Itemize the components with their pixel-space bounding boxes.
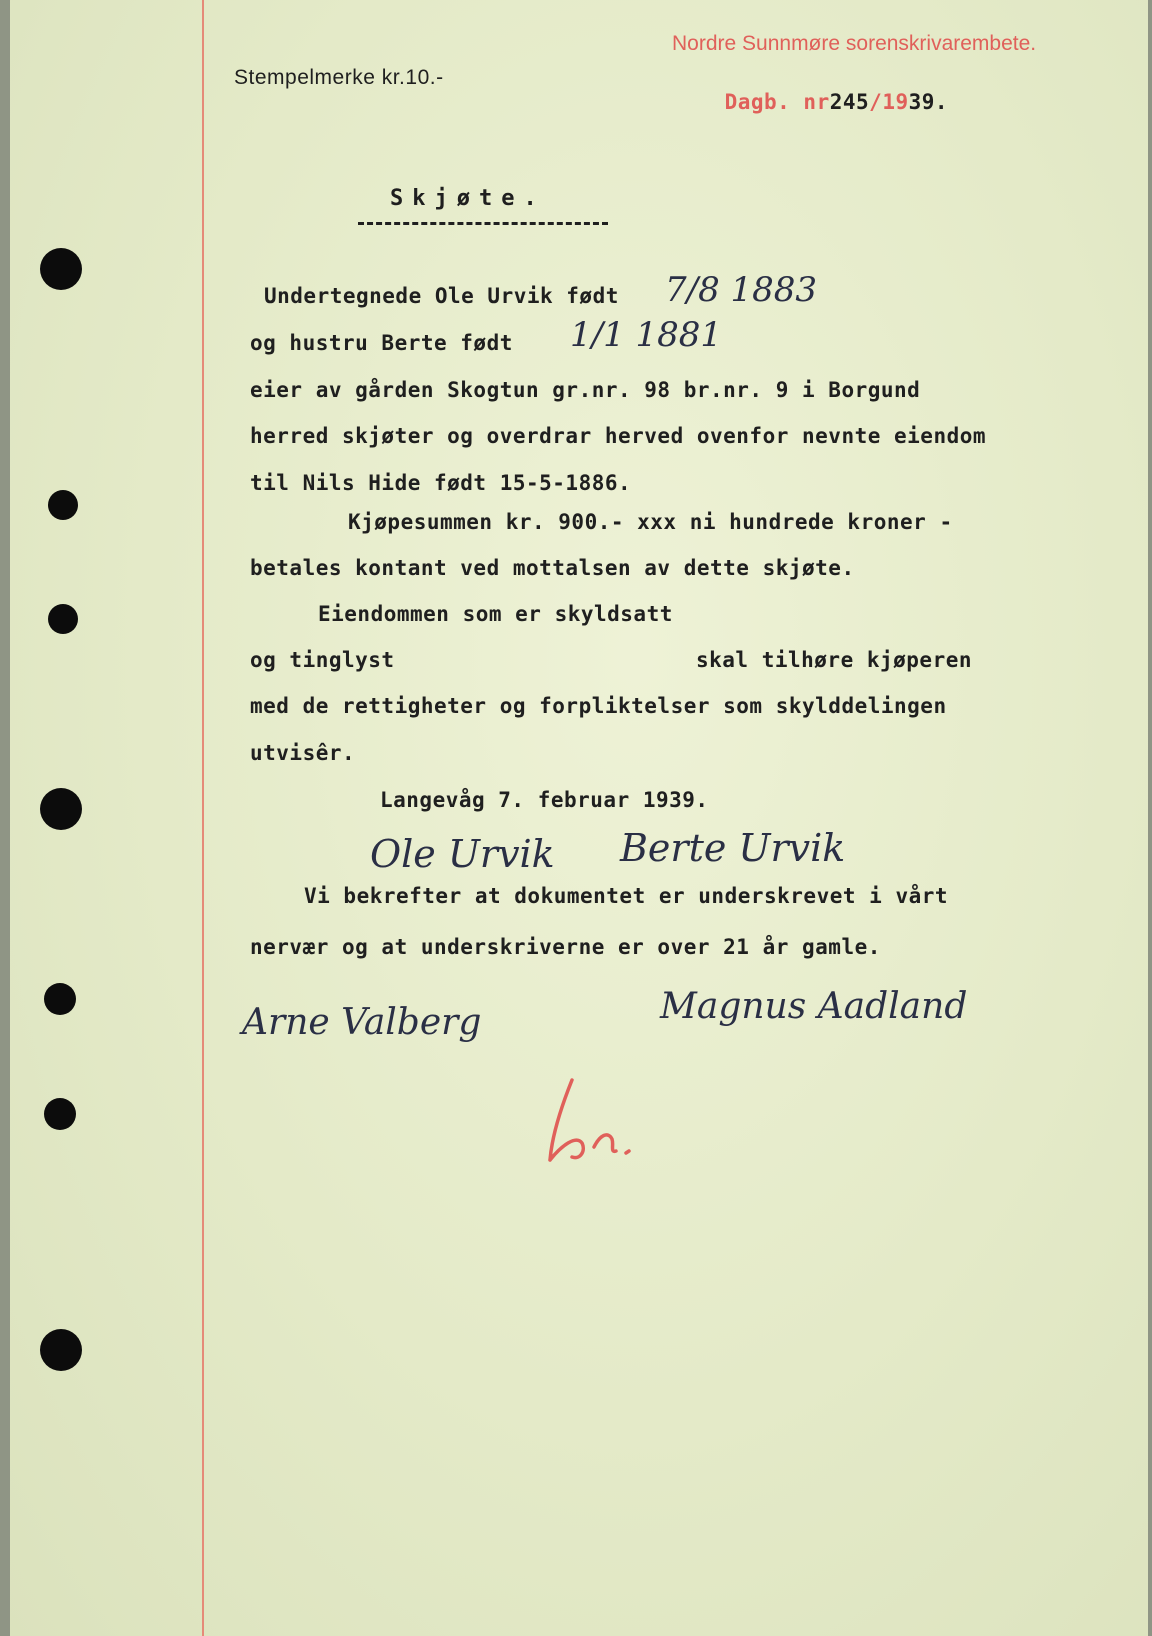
- signature-seller-2: Berte Urvik: [620, 826, 846, 870]
- margin-rule: [202, 0, 204, 1636]
- witness-statement-line: Vi bekrefter at dokumentet er underskrevet i vårt: [304, 884, 949, 908]
- body-line: og hustru Berte født: [250, 331, 513, 355]
- document-page: [10, 0, 1148, 1636]
- body-line: Undertegnede Ole Urvik født: [264, 284, 619, 308]
- body-line: med de rettigheter og forpliktelser som skylddelingen: [250, 694, 947, 718]
- punch-hole: [44, 1098, 76, 1130]
- stamp-duty-label: Stempelmerke kr.10.-: [234, 66, 444, 89]
- body-line: til Nils Hide født 15-5-1886.: [250, 471, 632, 495]
- journal-number-value: 245: [829, 90, 870, 114]
- title-underline: [358, 222, 608, 225]
- body-line: herred skjøter og overdrar herved ovenfor nevnte eiendom: [250, 424, 987, 448]
- body-line: Eiendommen som er skyldsatt: [318, 602, 673, 626]
- punch-hole: [48, 490, 78, 520]
- body-line: skal tilhøre kjøperen: [696, 648, 973, 672]
- signature-witness-1: Arne Valberg: [242, 1002, 482, 1043]
- body-line: utvisêr.: [250, 741, 356, 765]
- clerk-initials-mark: [542, 1065, 652, 1175]
- signature-witness-2: Magnus Aadland: [660, 986, 968, 1027]
- journal-label: Dagb. nr: [724, 90, 830, 114]
- body-line: betales kontant ved mottalsen av dette skjøte.: [250, 556, 855, 580]
- handwritten-birthdate: 1/1 1881: [570, 315, 723, 355]
- punch-hole: [40, 788, 82, 830]
- journal-year-suffix: 39.: [908, 90, 949, 114]
- body-line: Kjøpesummen kr. 900.- xxx ni hundrede kroner -: [348, 510, 953, 534]
- punch-hole: [48, 604, 78, 634]
- journal-year-prefix: /19: [869, 90, 909, 114]
- punch-hole: [40, 1329, 82, 1371]
- place-and-date: Langevåg 7. februar 1939.: [380, 788, 709, 812]
- punch-hole: [40, 248, 82, 290]
- body-line: eier av gården Skogtun gr.nr. 98 br.nr. 9 i Borgund: [250, 378, 921, 402]
- punch-hole: [44, 983, 76, 1015]
- signature-seller-1: Ole Urvik: [370, 832, 555, 876]
- registry-office-stamp: Nordre Sunnmøre sorenskrivarembete.: [672, 32, 1037, 55]
- handwritten-birthdate: 7/8 1883: [665, 270, 818, 310]
- body-line: og tinglyst: [250, 648, 395, 672]
- document-title: Skjøte.: [390, 186, 546, 211]
- witness-statement-line: nervær og at underskriverne er over 21 år gamle.: [250, 935, 881, 959]
- journal-number: [672, 66, 948, 138]
